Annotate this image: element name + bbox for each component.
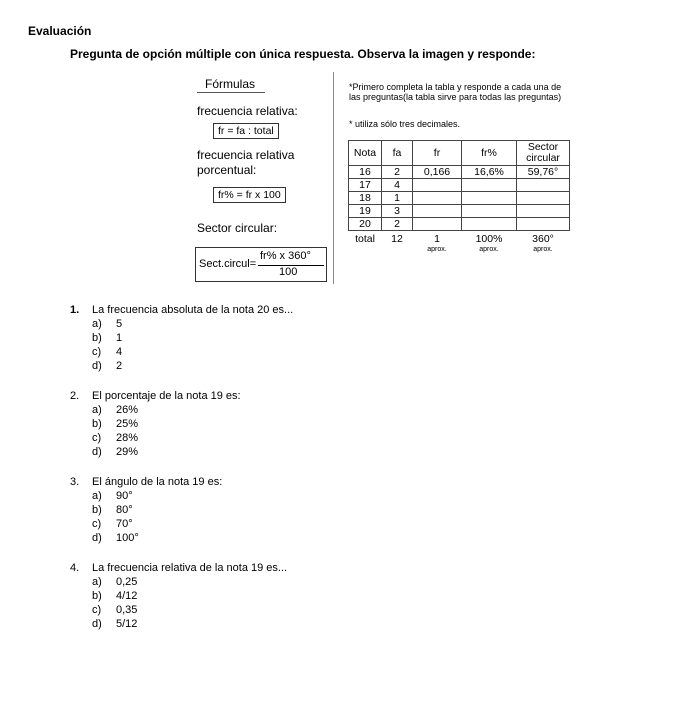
answer-option	[92, 318, 122, 330]
option-letter: c)	[92, 432, 102, 444]
option-value: 5	[116, 318, 123, 330]
fr-label: frecuencia relativa:	[197, 104, 298, 118]
page-title: Evaluación	[28, 24, 92, 38]
table-cell: aprox.	[533, 246, 553, 253]
option-letter: d)	[92, 618, 102, 630]
answer-option	[92, 504, 133, 516]
table-cell: Nota	[349, 141, 382, 166]
table-header-row	[349, 141, 570, 166]
table-cell: aprox.	[479, 246, 499, 253]
table-row	[349, 179, 570, 192]
question-number: 4.	[70, 562, 80, 574]
table-cell: 1	[413, 231, 462, 247]
question-text: El porcentaje de la nota 19 es:	[92, 390, 241, 402]
table-cell: 0,166	[413, 166, 462, 179]
sector-formula-denominator: 100	[279, 266, 298, 278]
figure-divider	[333, 72, 334, 284]
table-row	[349, 205, 570, 218]
table-cell: 100%	[462, 231, 517, 247]
answer-option	[92, 446, 138, 458]
option-value: 26%	[116, 404, 139, 416]
option-letter: b)	[92, 418, 102, 430]
table-cell	[462, 205, 517, 218]
answer-option	[92, 346, 122, 358]
instruction-note: *Primero completa la tabla y responde a cada una de las preguntas(la tabla sirve para todas las preguntas)	[349, 82, 562, 102]
heading-underline	[197, 92, 265, 93]
formula-figure	[193, 72, 573, 284]
option-letter: d)	[92, 446, 102, 458]
table-cell: fr%	[462, 141, 517, 166]
frp-label-2: porcentual:	[197, 163, 257, 177]
option-value: 70°	[116, 518, 133, 530]
option-letter: c)	[92, 518, 102, 530]
question-text: La frecuencia relativa de la nota 19 es...	[92, 562, 288, 574]
option-value: 4	[116, 346, 123, 358]
table-cell: 12	[382, 231, 413, 247]
table-cell: 4	[382, 179, 413, 192]
sector-label: Sector circular:	[197, 221, 278, 235]
option-letter: c)	[92, 604, 102, 616]
option-letter: b)	[92, 504, 102, 516]
instruction-text: Pregunta de opción múltiple con única respuesta. Observa la imagen y responde:	[70, 47, 536, 61]
table-cell: 59,76°	[517, 166, 570, 179]
option-value: 5/12	[116, 618, 138, 630]
answer-option	[92, 590, 137, 602]
question-text: La frecuencia absoluta de la nota 20 es...	[92, 304, 294, 316]
fr-formula: fr = fa : total	[213, 123, 279, 139]
table-cell	[413, 192, 462, 205]
table-cell: fr	[413, 141, 462, 166]
formulas-heading: Fórmulas	[205, 77, 256, 91]
table-cell	[462, 179, 517, 192]
table-row	[349, 218, 570, 231]
option-letter: c)	[92, 346, 102, 358]
table-cell: 19	[349, 205, 382, 218]
table-cell	[517, 205, 570, 218]
answer-option	[92, 404, 138, 416]
table-cell: fa	[382, 141, 413, 166]
frp-formula: fr% = fr x 100	[213, 187, 286, 203]
table-cell: 1	[382, 192, 413, 205]
option-value: 100°	[116, 532, 139, 544]
sector-formula-numerator: fr% x 360°	[260, 250, 311, 262]
question-number: 1.	[70, 304, 80, 316]
table-cell: 17	[349, 179, 382, 192]
table-cell: 16,6%	[462, 166, 517, 179]
answer-option	[92, 604, 137, 616]
answer-option	[92, 576, 137, 588]
answer-option	[92, 532, 139, 544]
table-cell	[349, 246, 382, 254]
option-value: 2	[116, 360, 123, 372]
table-cell	[413, 179, 462, 192]
table-cell: aprox.	[427, 246, 447, 253]
option-letter: b)	[92, 590, 102, 602]
frequency-table	[348, 140, 570, 254]
decimals-note: * utiliza sólo tres decimales.	[349, 119, 461, 129]
table-cell: 20	[349, 218, 382, 231]
answer-option	[92, 332, 122, 344]
table-cell	[413, 218, 462, 231]
question-number: 3.	[70, 476, 80, 488]
table-cell	[517, 179, 570, 192]
table-cell: 2	[382, 218, 413, 231]
table-cell	[462, 192, 517, 205]
table-cell	[462, 218, 517, 231]
table-cell: 3	[382, 205, 413, 218]
table-cell: 18	[349, 192, 382, 205]
answer-option	[92, 360, 122, 372]
table-cell: 2	[382, 166, 413, 179]
option-value: 28%	[116, 432, 139, 444]
option-value: 80°	[116, 504, 133, 516]
table-cell: Sector circular	[517, 141, 570, 166]
question-number: 2.	[70, 390, 80, 402]
table-aprox-row	[349, 246, 570, 254]
option-letter: a)	[92, 318, 102, 330]
sector-formula-box	[195, 247, 327, 282]
table-cell	[517, 218, 570, 231]
table-cell: 16	[349, 166, 382, 179]
answer-option	[92, 518, 133, 530]
option-value: 90°	[116, 490, 133, 502]
option-value: 29%	[116, 446, 139, 458]
option-letter: a)	[92, 490, 102, 502]
answer-option	[92, 418, 138, 430]
option-letter: a)	[92, 576, 102, 588]
answer-option	[92, 618, 137, 630]
answer-option	[92, 432, 138, 444]
table-cell: 360°	[517, 231, 570, 247]
option-letter: a)	[92, 404, 102, 416]
table-cell	[517, 192, 570, 205]
table-cell: total	[349, 231, 382, 247]
answer-option	[92, 490, 133, 502]
option-value: 1	[116, 332, 123, 344]
table-cell	[413, 205, 462, 218]
option-letter: b)	[92, 332, 102, 344]
option-value: 0,25	[116, 576, 138, 588]
option-value: 4/12	[116, 590, 138, 602]
option-letter: d)	[92, 532, 102, 544]
table-row	[349, 192, 570, 205]
option-value: 0,35	[116, 604, 138, 616]
question-text: El ángulo de la nota 19 es:	[92, 476, 223, 488]
option-value: 25%	[116, 418, 139, 430]
table-cell	[382, 246, 413, 254]
sector-formula-left: Sect.circul=	[199, 258, 257, 270]
option-letter: d)	[92, 360, 102, 372]
frp-label-1: frecuencia relativa	[197, 148, 295, 162]
table-total-row	[349, 231, 570, 247]
table-row	[349, 166, 570, 179]
